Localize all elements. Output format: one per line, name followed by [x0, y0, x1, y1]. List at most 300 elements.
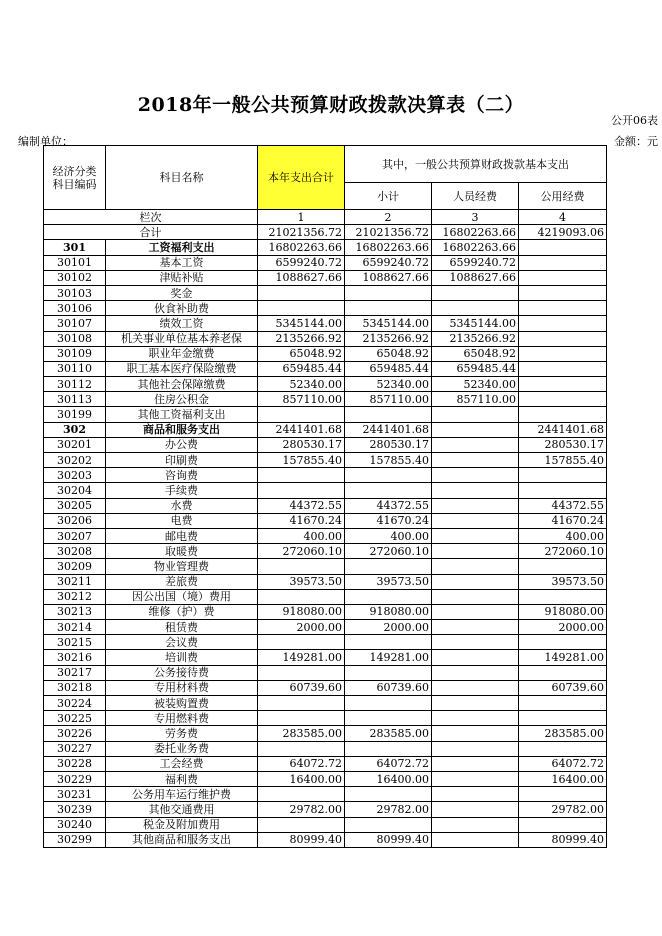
table-row	[44, 544, 607, 559]
table-row	[44, 711, 607, 726]
row-personnel	[432, 771, 519, 786]
amount-unit-label: 金额：元	[614, 135, 658, 148]
row-name: 其他工资福利支出	[106, 407, 258, 422]
row-code: 30102	[44, 270, 106, 285]
row-name: 福利费	[106, 771, 258, 786]
row-subtotal: 64072.72	[345, 756, 432, 771]
row-public	[519, 331, 607, 346]
index-col-4: 4	[519, 210, 607, 225]
form-number: 公开06表	[611, 114, 658, 127]
row-personnel: 857110.00	[432, 392, 519, 407]
table-row	[44, 589, 607, 604]
table-row	[44, 422, 607, 437]
row-subtotal	[345, 301, 432, 316]
row-public	[519, 635, 607, 650]
row-name: 公务用车运行维护费	[106, 787, 258, 802]
row-name: 商品和服务支出	[106, 422, 258, 437]
row-personnel	[432, 574, 519, 589]
row-code: 30215	[44, 635, 106, 650]
row-total	[258, 741, 345, 756]
header-economic-code	[44, 146, 106, 210]
table-row	[44, 437, 607, 452]
row-total: 2441401.68	[258, 422, 345, 437]
row-personnel	[432, 422, 519, 437]
row-subtotal: 16400.00	[345, 771, 432, 786]
row-name: 取暖费	[106, 544, 258, 559]
row-code: 30240	[44, 817, 106, 832]
row-total	[258, 285, 345, 300]
row-subtotal	[345, 711, 432, 726]
row-total: 39573.50	[258, 574, 345, 589]
row-subtotal: 60739.60	[345, 680, 432, 695]
row-subtotal: 149281.00	[345, 650, 432, 665]
row-public	[519, 483, 607, 498]
row-public: 918080.00	[519, 604, 607, 619]
row-personnel	[432, 787, 519, 802]
row-subtotal: 1088627.66	[345, 270, 432, 285]
row-total: 1088627.66	[258, 270, 345, 285]
table-row	[44, 301, 607, 316]
row-public: 80999.40	[519, 832, 607, 847]
row-public	[519, 240, 607, 255]
row-name: 其他交通费用	[106, 802, 258, 817]
row-personnel	[432, 620, 519, 635]
row-subtotal: 2135266.92	[345, 331, 432, 346]
table-row	[44, 574, 607, 589]
row-personnel	[432, 528, 519, 543]
row-name: 维修（护）费	[106, 604, 258, 619]
row-personnel	[432, 453, 519, 468]
row-total	[258, 301, 345, 316]
row-name: 差旅费	[106, 574, 258, 589]
row-subtotal: 65048.92	[345, 346, 432, 361]
row-code: 30205	[44, 498, 106, 513]
table-row	[44, 483, 607, 498]
row-personnel	[432, 665, 519, 680]
row-subtotal: 44372.55	[345, 498, 432, 513]
row-code: 302	[44, 422, 106, 437]
row-subtotal: 659485.44	[345, 361, 432, 376]
row-total: 80999.40	[258, 832, 345, 847]
row-code: 30227	[44, 741, 106, 756]
table-row	[44, 240, 607, 255]
row-name: 职业年金缴费	[106, 346, 258, 361]
row-total: 41670.24	[258, 513, 345, 528]
row-total: 44372.55	[258, 498, 345, 513]
row-personnel: 1088627.66	[432, 270, 519, 285]
row-code: 30199	[44, 407, 106, 422]
total-row	[44, 225, 607, 240]
table-row	[44, 832, 607, 847]
row-name: 因公出国（境）费用	[106, 589, 258, 604]
row-subtotal: 283585.00	[345, 726, 432, 741]
index-label: 栏次	[44, 210, 258, 225]
row-public: 157855.40	[519, 453, 607, 468]
table-row	[44, 285, 607, 300]
row-name: 租赁费	[106, 620, 258, 635]
row-code: 30213	[44, 604, 106, 619]
row-subtotal	[345, 741, 432, 756]
row-personnel: 16802263.66	[432, 240, 519, 255]
row-subtotal: 39573.50	[345, 574, 432, 589]
row-code: 30216	[44, 650, 106, 665]
table-row	[44, 498, 607, 513]
row-personnel	[432, 604, 519, 619]
header-subtotal: 小计	[345, 183, 432, 210]
row-public	[519, 711, 607, 726]
table-row	[44, 787, 607, 802]
row-total	[258, 407, 345, 422]
row-personnel	[432, 756, 519, 771]
row-code: 30101	[44, 255, 106, 270]
row-name: 劳务费	[106, 726, 258, 741]
row-total	[258, 665, 345, 680]
header-total-expenditure: 本年支出合计	[258, 146, 345, 210]
row-personnel: 6599240.72	[432, 255, 519, 270]
row-code: 30229	[44, 771, 106, 786]
row-public	[519, 559, 607, 574]
row-public: 2441401.68	[519, 422, 607, 437]
table-row	[44, 270, 607, 285]
total-expenditure-value: 21021356.72	[258, 225, 345, 240]
row-code: 30207	[44, 528, 106, 543]
row-subtotal	[345, 407, 432, 422]
row-personnel	[432, 711, 519, 726]
row-subtotal	[345, 696, 432, 711]
row-total: 857110.00	[258, 392, 345, 407]
row-total	[258, 559, 345, 574]
table-row	[44, 817, 607, 832]
row-code: 30218	[44, 680, 106, 695]
row-subtotal: 2000.00	[345, 620, 432, 635]
index-col-2: 2	[345, 210, 432, 225]
row-code: 30202	[44, 453, 106, 468]
row-code: 30201	[44, 437, 106, 452]
row-name: 工资福利支出	[106, 240, 258, 255]
total-public-value: 4219093.06	[519, 225, 607, 240]
row-personnel	[432, 468, 519, 483]
row-public	[519, 468, 607, 483]
row-total: 65048.92	[258, 346, 345, 361]
row-public	[519, 741, 607, 756]
row-name: 工会经费	[106, 756, 258, 771]
row-total: 149281.00	[258, 650, 345, 665]
row-personnel	[432, 589, 519, 604]
row-subtotal: 2441401.68	[345, 422, 432, 437]
table-row	[44, 316, 607, 331]
index-row	[44, 210, 607, 225]
row-subtotal	[345, 559, 432, 574]
row-name: 基本工资	[106, 255, 258, 270]
row-public	[519, 377, 607, 392]
row-personnel	[432, 680, 519, 695]
table-row	[44, 392, 607, 407]
row-name: 物业管理费	[106, 559, 258, 574]
row-code: 30224	[44, 696, 106, 711]
row-public: 39573.50	[519, 574, 607, 589]
row-personnel: 5345144.00	[432, 316, 519, 331]
row-code: 30113	[44, 392, 106, 407]
row-code: 30109	[44, 346, 106, 361]
row-code: 30108	[44, 331, 106, 346]
table-row	[44, 726, 607, 741]
row-personnel	[432, 407, 519, 422]
row-total	[258, 483, 345, 498]
row-subtotal: 857110.00	[345, 392, 432, 407]
row-public	[519, 255, 607, 270]
row-personnel	[432, 483, 519, 498]
row-subtotal	[345, 665, 432, 680]
row-name: 绩效工资	[106, 316, 258, 331]
row-personnel: 2135266.92	[432, 331, 519, 346]
row-total: 157855.40	[258, 453, 345, 468]
table-row	[44, 559, 607, 574]
row-public: 400.00	[519, 528, 607, 543]
row-subtotal: 280530.17	[345, 437, 432, 452]
row-code: 30110	[44, 361, 106, 376]
row-code: 30214	[44, 620, 106, 635]
row-personnel	[432, 817, 519, 832]
table-row	[44, 620, 607, 635]
row-code: 30103	[44, 285, 106, 300]
row-code: 30225	[44, 711, 106, 726]
row-public	[519, 392, 607, 407]
row-public: 29782.00	[519, 802, 607, 817]
row-subtotal	[345, 635, 432, 650]
table-row	[44, 802, 607, 817]
row-public	[519, 696, 607, 711]
table-row	[44, 468, 607, 483]
row-code: 30228	[44, 756, 106, 771]
header-public: 公用经费	[519, 183, 607, 210]
row-code: 30217	[44, 665, 106, 680]
row-personnel	[432, 285, 519, 300]
row-total: 659485.44	[258, 361, 345, 376]
row-name: 公务接待费	[106, 665, 258, 680]
row-personnel	[432, 301, 519, 316]
total-label: 合计	[44, 225, 258, 240]
row-public	[519, 285, 607, 300]
row-code: 30208	[44, 544, 106, 559]
row-total: 60739.60	[258, 680, 345, 695]
row-personnel	[432, 802, 519, 817]
row-total: 272060.10	[258, 544, 345, 559]
row-name: 印刷费	[106, 453, 258, 468]
row-code: 30106	[44, 301, 106, 316]
index-col-3: 3	[432, 210, 519, 225]
row-subtotal	[345, 468, 432, 483]
row-name: 专用燃料费	[106, 711, 258, 726]
row-code: 30203	[44, 468, 106, 483]
row-subtotal: 16802263.66	[345, 240, 432, 255]
row-total	[258, 589, 345, 604]
row-subtotal: 52340.00	[345, 377, 432, 392]
table-row	[44, 513, 607, 528]
row-public: 64072.72	[519, 756, 607, 771]
row-public	[519, 787, 607, 802]
row-subtotal: 6599240.72	[345, 255, 432, 270]
table-row	[44, 331, 607, 346]
header-code-line1: 经济分类	[52, 164, 97, 178]
row-name: 机关事业单位基本养老保	[106, 331, 258, 346]
table-row	[44, 665, 607, 680]
index-col-1: 1	[258, 210, 345, 225]
row-total: 2000.00	[258, 620, 345, 635]
row-total: 29782.00	[258, 802, 345, 817]
row-public: 2000.00	[519, 620, 607, 635]
row-name: 被装购置费	[106, 696, 258, 711]
total-personnel-value: 16802263.66	[432, 225, 519, 240]
table-row	[44, 650, 607, 665]
row-code: 30211	[44, 574, 106, 589]
row-personnel	[432, 513, 519, 528]
row-personnel	[432, 741, 519, 756]
row-name: 委托业务费	[106, 741, 258, 756]
row-public: 16400.00	[519, 771, 607, 786]
row-public	[519, 301, 607, 316]
row-public	[519, 270, 607, 285]
row-subtotal	[345, 589, 432, 604]
row-name: 电费	[106, 513, 258, 528]
row-name: 专用材料费	[106, 680, 258, 695]
table-row	[44, 771, 607, 786]
table-row	[44, 604, 607, 619]
row-code: 30206	[44, 513, 106, 528]
row-total	[258, 696, 345, 711]
row-personnel	[432, 726, 519, 741]
table-row	[44, 407, 607, 422]
row-code: 30204	[44, 483, 106, 498]
row-total: 283585.00	[258, 726, 345, 741]
row-personnel: 52340.00	[432, 377, 519, 392]
table-row	[44, 361, 607, 376]
row-total: 6599240.72	[258, 255, 345, 270]
row-subtotal	[345, 285, 432, 300]
row-code: 30212	[44, 589, 106, 604]
row-name: 其他社会保障缴费	[106, 377, 258, 392]
row-name: 税金及附加费用	[106, 817, 258, 832]
row-personnel	[432, 832, 519, 847]
row-name: 津贴补贴	[106, 270, 258, 285]
row-personnel	[432, 696, 519, 711]
row-subtotal: 918080.00	[345, 604, 432, 619]
row-public	[519, 665, 607, 680]
row-code: 30226	[44, 726, 106, 741]
row-public	[519, 589, 607, 604]
table-row	[44, 255, 607, 270]
row-subtotal: 400.00	[345, 528, 432, 543]
row-name: 咨询费	[106, 468, 258, 483]
row-total: 64072.72	[258, 756, 345, 771]
header-basic-expenditure-group: 其中，一般公共预算财政拨款基本支出	[345, 146, 607, 183]
table-row	[44, 346, 607, 361]
header-item-name: 科目名称	[106, 146, 258, 210]
header-personnel: 人员经费	[432, 183, 519, 210]
row-public: 60739.60	[519, 680, 607, 695]
row-public: 41670.24	[519, 513, 607, 528]
header-code-line2: 科目编码	[52, 177, 97, 191]
row-code: 30231	[44, 787, 106, 802]
row-total: 918080.00	[258, 604, 345, 619]
row-code: 30112	[44, 377, 106, 392]
row-personnel: 65048.92	[432, 346, 519, 361]
table-row	[44, 377, 607, 392]
row-subtotal: 157855.40	[345, 453, 432, 468]
row-public: 283585.00	[519, 726, 607, 741]
row-personnel	[432, 635, 519, 650]
row-subtotal	[345, 483, 432, 498]
table-row	[44, 696, 607, 711]
row-subtotal	[345, 817, 432, 832]
row-public: 280530.17	[519, 437, 607, 452]
row-personnel	[432, 650, 519, 665]
row-public: 272060.10	[519, 544, 607, 559]
row-total	[258, 635, 345, 650]
row-total	[258, 817, 345, 832]
row-personnel	[432, 559, 519, 574]
row-total: 280530.17	[258, 437, 345, 452]
row-total: 2135266.92	[258, 331, 345, 346]
table-row	[44, 756, 607, 771]
total-subtotal-value: 21021356.72	[345, 225, 432, 240]
budget-table	[43, 145, 607, 848]
row-total: 5345144.00	[258, 316, 345, 331]
row-personnel: 659485.44	[432, 361, 519, 376]
row-name: 手续费	[106, 483, 258, 498]
row-code: 30239	[44, 802, 106, 817]
row-name: 奖金	[106, 285, 258, 300]
row-public	[519, 407, 607, 422]
table-row	[44, 680, 607, 695]
table-row	[44, 635, 607, 650]
row-total: 52340.00	[258, 377, 345, 392]
row-code: 30209	[44, 559, 106, 574]
row-code: 301	[44, 240, 106, 255]
row-public: 149281.00	[519, 650, 607, 665]
row-total: 16400.00	[258, 771, 345, 786]
row-name: 办公费	[106, 437, 258, 452]
row-personnel	[432, 498, 519, 513]
row-name: 伙食补助费	[106, 301, 258, 316]
row-personnel	[432, 437, 519, 452]
row-name: 水费	[106, 498, 258, 513]
row-total: 16802263.66	[258, 240, 345, 255]
row-total	[258, 468, 345, 483]
row-total	[258, 787, 345, 802]
row-code: 30107	[44, 316, 106, 331]
row-name: 职工基本医疗保险缴费	[106, 361, 258, 376]
table-row	[44, 741, 607, 756]
row-subtotal: 80999.40	[345, 832, 432, 847]
row-public	[519, 817, 607, 832]
row-public	[519, 316, 607, 331]
row-name: 邮电费	[106, 528, 258, 543]
compiling-unit-label: 编制单位：	[18, 135, 73, 148]
table-row	[44, 528, 607, 543]
row-name: 会议费	[106, 635, 258, 650]
row-subtotal: 29782.00	[345, 802, 432, 817]
row-public: 44372.55	[519, 498, 607, 513]
row-personnel	[432, 544, 519, 559]
row-subtotal	[345, 787, 432, 802]
page-title: 2018年一般公共预算财政拨款决算表（二）	[137, 94, 525, 116]
row-public	[519, 361, 607, 376]
row-name: 其他商品和服务支出	[106, 832, 258, 847]
row-subtotal: 5345144.00	[345, 316, 432, 331]
row-subtotal: 272060.10	[345, 544, 432, 559]
row-code: 30299	[44, 832, 106, 847]
row-total: 400.00	[258, 528, 345, 543]
